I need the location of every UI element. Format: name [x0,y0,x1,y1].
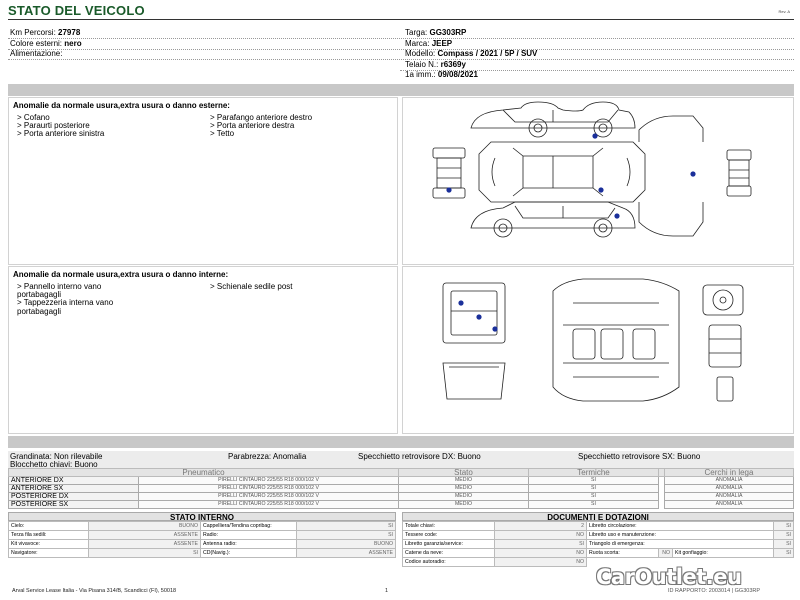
tyre-winter: SI [529,493,659,501]
vehicle-info-right [405,28,795,81]
cell-value: NO [495,558,587,567]
damage-item: > Porta anteriore sinistra [17,129,105,139]
damage-item: > Cofano [17,113,50,122]
cell-label: Kit vivavoce: [9,540,89,549]
table-row [9,540,396,549]
cell-value: NO [495,531,587,540]
tyre-state: MEDIO [399,501,529,509]
footer-page-number: 1 [385,588,389,594]
colore-row [10,39,390,50]
immatricolazione-value: 09/08/2021 [437,70,478,80]
cell-label: Kit gonfiaggio: [673,549,774,558]
cell-label: Libretto circolazione: [587,522,774,531]
telaio-row [405,60,795,71]
telaio-value: r6369y [440,59,466,69]
interior-diagram-panel [402,266,794,434]
carOutlet-watermark: CarOutlet.eu [596,565,742,589]
stato-interno-title: STATO INTERNO [8,512,396,521]
tyre-rim: ANOMALIA [665,485,794,493]
pneumatico-header: Pneumatico [9,469,399,477]
table-row [9,501,794,509]
tyre-position: POSTERIORE SX [9,501,139,509]
modello-value: Compass / 2021 / 5P / SUV [437,49,538,59]
cell-label: Navigatore: [9,549,89,558]
internal-damage-panel [8,266,398,434]
marca-label: Marca: [405,38,430,48]
table-row [9,485,794,493]
cell-value: SI [774,549,794,558]
table-row [9,493,794,501]
info-separator [8,38,794,39]
info-separator [8,49,794,50]
damage-item: > Paraurti posteriore [17,121,90,131]
tyre-model: PIRELLI CINTAURO 225/55 R18 000/102 V [139,493,399,501]
damage-item: > Porta anteriore destra [210,121,295,131]
damage-item: > Tappezzeria interna vano [17,298,114,308]
table-row [9,531,396,540]
cell-value: SI [89,549,201,558]
external-damage-heading: Anomalie da normale usura,extra usura o danno esterne: [13,101,230,110]
table-row [9,549,396,558]
damage-item: > Pannello interno vano [17,282,102,291]
damage-item: > Tetto [210,129,235,139]
blocchetto-status: Blocchetto chiavi: Buono [10,460,98,469]
tyre-winter: SI [529,501,659,509]
tyre-state: MEDIO [399,485,529,493]
tyre-position: ANTERIORE DX [9,477,139,485]
parabrezza-status: Parabrezza: Anomalia [228,452,307,461]
cell-value: ASSENTE [297,549,396,558]
cell-label: Triangolo di emergenza: [587,540,774,549]
cell-label: Cielo: [9,522,89,531]
immatricolazione-row [405,70,795,81]
internal-damage-list-2 [210,283,293,291]
cell-value: ASSENTE [89,531,201,540]
cell-label: Terza fila sedili: [9,531,89,540]
car-exterior-diagram [403,98,795,266]
tyre-position: POSTERIORE DX [9,493,139,501]
internal-damage-list-1 [17,283,113,316]
tyre-winter: SI [529,477,659,485]
footer-doc-id: ID RAPPORTO: 2003014 | GG303RP [668,588,761,594]
cell-label: Libretto uso e manutenzione: [587,531,774,540]
cell-value: ASSENTE [89,540,201,549]
cell-value: SI [297,522,396,531]
revision-label: Rev. A [778,9,790,14]
cell-label: Antenna radio: [201,540,297,549]
cell-value: SI [774,531,794,540]
documenti-title: DOCUMENTI E DOTAZIONI [402,512,794,521]
tyre-rim: ANOMALIA [665,501,794,509]
table-row [403,531,794,540]
table-row [403,540,794,549]
specchietto-dx-status: Specchietto retrovisore DX: Buono [358,452,481,461]
footer-company: Arval Service Lease Italia - Via Pisana 314/B, Scandicci (FI), 50018 [12,588,177,594]
cell-label: Radio: [201,531,297,540]
table-row [403,549,794,558]
cell-value: BUONO [89,522,201,531]
tyre-model: PIRELLI CINTAURO 225/55 R18 000/102 V [139,485,399,493]
km-value: 27978 [58,28,81,37]
cell-label: CD(Navig.): [201,549,297,558]
cerchi-header: Cerchi in lega [665,469,794,477]
cell-label: Catene da neve: [403,549,495,558]
targa-value: GG303RP [429,28,467,37]
external-damage-panel [8,97,398,265]
section-divider-bar [8,436,794,448]
cell-label: Totale chiavi: [403,522,495,531]
cell-value: SI [297,531,396,540]
page-title: STATO DEL VEICOLO [8,3,145,18]
vehicle-info-left [10,28,390,60]
marca-value: JEEP [431,38,453,48]
tyre-rim: ANOMALIA [665,477,794,485]
cell-label: Libretto garanzia/service: [403,540,495,549]
tyre-state: MEDIO [399,493,529,501]
targa-row [405,28,795,39]
title-rule [8,19,794,20]
cell-value: SI [774,522,794,531]
tyre-state: MEDIO [399,477,529,485]
specchietto-sx-status: Specchietto retrovisore SX: Buono [578,452,701,461]
tyre-model: PIRELLI CINTAURO 225/55 R18 000/102 V [139,501,399,509]
external-damage-list-1 [17,114,104,139]
marca-row [405,39,795,50]
cell-value: BUONO [297,540,396,549]
summary-block [8,451,794,469]
damage-item: > Schienale sedile post [210,282,293,291]
car-interior-diagram [403,267,795,435]
table-row [9,522,396,531]
damage-item: portabagagli [17,290,62,300]
damage-item: > Parafango anteriore destro [210,113,313,122]
alimentazione-label: Alimentazione: [10,49,63,59]
tyre-rim: ANOMALIA [665,493,794,501]
cell-label: Codice autoradio: [403,558,495,567]
tyre-header-row [9,469,794,477]
info-separator [400,70,794,71]
telaio-label: Telaio N.: [405,59,439,69]
km-row [10,28,390,39]
colore-value: nero [64,38,82,48]
cell-value: SI [495,540,587,549]
tyre-model: PIRELLI CINTAURO 225/55 R18 000/102 V [139,477,399,485]
cell-value: NO [495,549,587,558]
exterior-diagram-panel [402,97,794,265]
cell-label: Tessere code: [403,531,495,540]
cell-value: NO [659,549,673,558]
targa-label: Targa: [405,28,428,37]
documenti-table [402,521,794,567]
section-divider-bar [8,84,794,96]
km-label: Km Percorsi: [10,28,56,37]
stato-interno-table [8,521,396,558]
damage-item: portabagagli [17,306,62,316]
modello-label: Modello: [405,49,436,59]
tyre-table [8,468,794,509]
stato-header: Stato [399,469,529,477]
tyre-position: ANTERIORE SX [9,485,139,493]
cell-value: SI [774,540,794,549]
immatricolazione-label: 1a imm.: [405,70,436,80]
cell-label: Ruota scorta: [587,549,659,558]
termiche-header: Termiche [529,469,659,477]
tyre-winter: SI [529,485,659,493]
external-damage-list-2 [210,114,312,139]
grandinata-status: Grandinata: Non rilevabile [10,452,103,461]
cell-label: Cappelliera/Tendina copribag: [201,522,297,531]
internal-damage-heading: Anomalie da normale usura,extra usura o danno interne: [13,270,229,279]
colore-label: Colore esterni: [10,38,63,48]
info-separator [8,59,794,60]
table-row [9,477,794,485]
cell-value: 2 [495,522,587,531]
table-row [403,522,794,531]
